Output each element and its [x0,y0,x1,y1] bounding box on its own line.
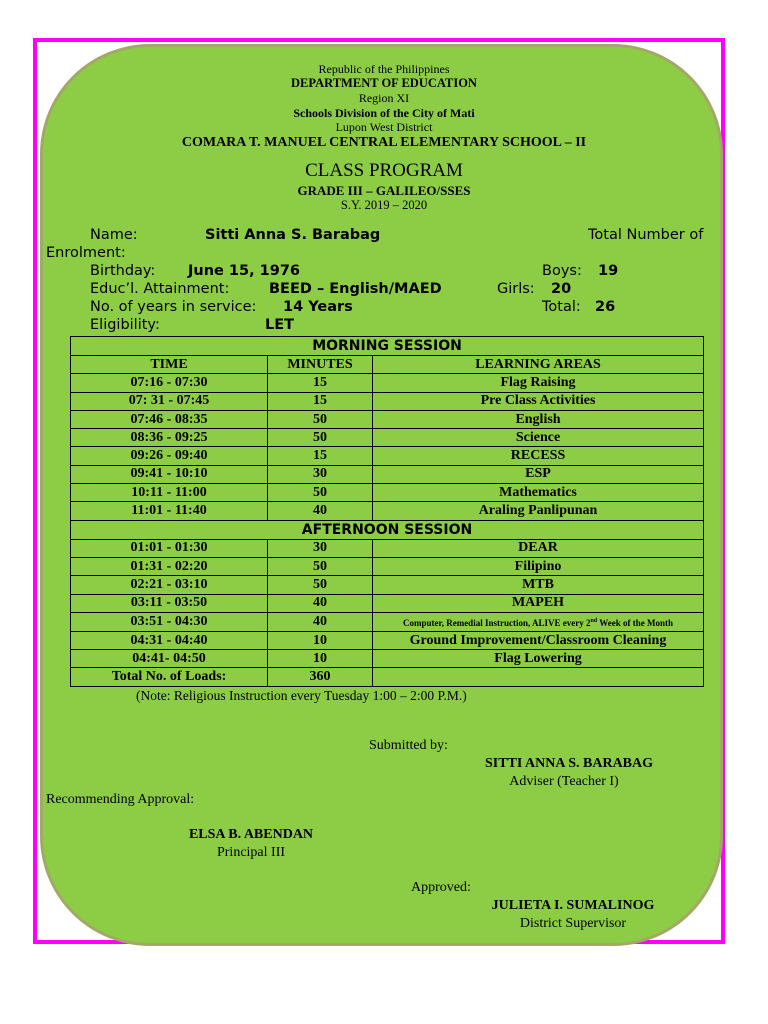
name-label: Name: [90,227,138,243]
document-title: CLASS PROGRAM [305,160,463,181]
time-cell: 07:16 - 07:30 [71,374,268,392]
table-row [71,392,704,410]
total-label: Total: [542,299,581,315]
time-cell: 03:51 - 04:30 [71,612,268,631]
minutes-cell: 15 [268,447,373,465]
submitted-name: SITTI ANNA S. BARABAG [484,756,654,771]
birthday-value: June 15, 1976 [188,263,301,279]
name-value: Sitti Anna S. Barabag [205,227,381,243]
learning-area-cell: RECESS [373,447,704,465]
time-cell: 09:41 - 10:10 [71,465,268,483]
class-program-table [70,336,704,687]
learning-area-cell: ESP [373,465,704,483]
eligibility-label: Eligibility: [90,317,160,333]
morning-session-title: MORNING SESSION [71,337,704,356]
minutes-cell: 50 [268,484,373,502]
time-cell: 04:41- 04:50 [71,650,268,668]
time-cell: 03:11 - 03:50 [71,594,268,612]
minutes-cell: 30 [268,539,373,557]
total-loads-label: Total No. of Loads: [71,668,268,686]
minutes-cell: 10 [268,631,373,649]
boys-label: Boys: [542,263,582,279]
educ-label: Educ’l. Attainment: [90,281,230,297]
time-cell: 11:01 - 11:40 [71,502,268,520]
minutes-cell: 50 [268,429,373,447]
submitted-label: Submitted by: [369,738,448,753]
approved-name: JULIETA I. SUMALINOG [491,898,655,913]
grade-line: GRADE III – GALILEO/SSES [297,183,471,198]
minutes-cell: 50 [268,410,373,428]
time-cell: 08:36 - 09:25 [71,429,268,447]
learning-area-cell: MTB [373,576,704,594]
recommending-label: Recommending Approval: [46,792,195,807]
learning-area-cell: DEAR [373,539,704,557]
table-row [71,447,704,465]
table-row [71,410,704,428]
learning-area-cell: Filipino [373,557,704,575]
afternoon-session-header-row [71,520,704,539]
minutes-cell: 15 [268,374,373,392]
girls-value: 20 [551,281,572,297]
total-empty-cell [373,668,704,686]
division-line: Schools Division of the City of Mati [293,106,475,120]
years-value: 14 Years [283,299,353,315]
learning-area-cell: Pre Class Activities [373,392,704,410]
minutes-cell: 10 [268,650,373,668]
time-cell: 10:11 - 11:00 [71,484,268,502]
table-row [71,650,704,668]
boys-value: 19 [598,263,619,279]
minutes-cell: 40 [268,502,373,520]
minutes-cell: 50 [268,576,373,594]
republic-line: Republic of the Philippines [318,62,450,76]
time-cell: 09:26 - 09:40 [71,447,268,465]
deped-line: DEPARTMENT OF EDUCATION [291,76,477,90]
afternoon-session-title: AFTERNOON SESSION [71,520,704,539]
district-line: Lupon West District [335,120,433,134]
table-row [71,612,704,631]
learning-area-cell: MAPEH [373,594,704,612]
submitted-title: Adviser (Teacher I) [509,774,619,789]
table-row [71,465,704,483]
table-row [71,631,704,649]
minutes-cell: MINUTES [268,356,373,374]
birthday-label: Birthday: [90,263,156,279]
table-row [71,557,704,575]
recommending-title: Principal III [216,845,286,860]
table-row [71,502,704,520]
column-header-row [71,356,704,374]
time-cell: 07: 31 - 07:45 [71,392,268,410]
learning-area-cell: Ground Improvement/Classroom Cleaning [373,631,704,649]
time-cell: 01:01 - 01:30 [71,539,268,557]
total-enrolment-label: Total Number of [588,227,704,243]
total-value: 26 [595,299,616,315]
table-row [71,374,704,392]
learning-area-cell: LEARNING AREAS [373,356,704,374]
learning-area-cell: Computer, Remedial Instruction, ALIVE every 2nd Week of the Month [373,612,704,631]
region-line: Region XI [358,91,410,105]
learning-area-cell: Mathematics [373,484,704,502]
morning-session-header-row [71,337,704,356]
minutes-cell: 30 [268,465,373,483]
school-name: COMARA T. MANUEL CENTRAL ELEMENTARY SCHOOL – II [181,135,587,150]
table-row [71,594,704,612]
time-cell: 01:31 - 02:20 [71,557,268,575]
minutes-cell: 15 [268,392,373,410]
total-loads-value: 360 [268,668,373,686]
school-year: S.Y. 2019 – 2020 [340,198,428,212]
girls-label: Girls: [497,281,535,297]
table-row [71,576,704,594]
learning-area-cell: Araling Panlipunan [373,502,704,520]
minutes-cell: 40 [268,612,373,631]
approved-label: Approved: [411,880,471,895]
approved-title: District Supervisor [519,916,627,931]
time-cell: TIME [71,356,268,374]
learning-area-cell: English [373,410,704,428]
eligibility-value: LET [265,317,295,333]
learning-area-cell: Science [373,429,704,447]
religious-note: (Note: Religious Instruction every Tuesday 1:00 – 2:00 P.M.) [136,688,467,703]
total-row [71,668,704,686]
educ-value: BEED – English/MAED [269,281,442,297]
table-row [71,429,704,447]
learning-area-cell: Flag Raising [373,374,704,392]
years-label: No. of years in service: [90,299,257,315]
table-row [71,484,704,502]
time-cell: 04:31 - 04:40 [71,631,268,649]
enrolment-label: Enrolment: [46,245,126,261]
recommending-name: ELSA B. ABENDAN [188,827,314,842]
learning-area-cell: Flag Lowering [373,650,704,668]
time-cell: 07:46 - 08:35 [71,410,268,428]
time-cell: 02:21 - 03:10 [71,576,268,594]
table-row [71,539,704,557]
minutes-cell: 40 [268,594,373,612]
minutes-cell: 50 [268,557,373,575]
